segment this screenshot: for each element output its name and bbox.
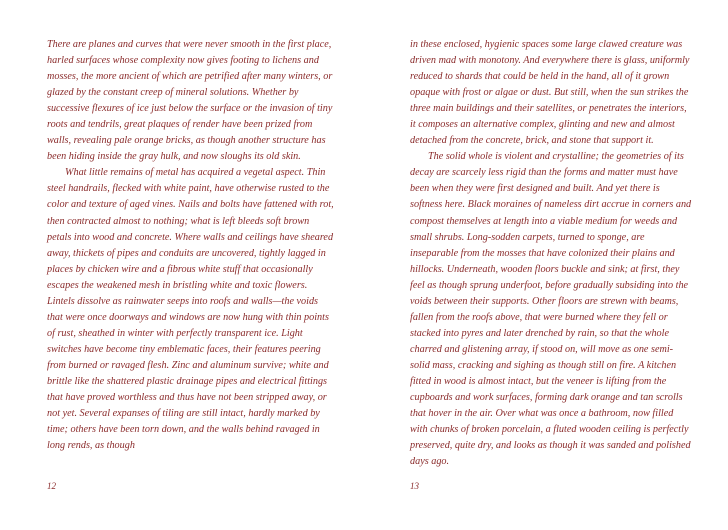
right-page bbox=[410, 37, 692, 470]
right-page-number: 13 bbox=[410, 481, 419, 491]
left-page-number: 12 bbox=[47, 481, 56, 491]
right-paragraph-2: The solid whole is violent and crystalline; the geometries of its decay are scarcely less rigid than the forms and matter must have been when they were first designed and built. And yet there is softness here. Black moraines of nameless dirt accrue in corners and compost themselves at length into a viable medium for weeds and small shrubs. Long-sodden carpets, turned to sponge, are inseparable from the mosses that have colonized their plains and hillocks. Underneath, wooden floors buckle and sink; at first, they feel as though sprung underfoot, before gradually subsiding into the voids between their supports. Other floors are strewn with beams, fallen from the roofs above, that were burned where they fell or stacked into pyres and later drenched by rain, so that the whole charred and glistening array, if stood on, will move as one semi-solid mass, cracking and sighing as though still on fire. A kitchen fitted in wood is almost intact, but the veneer is lifting from the cupboards and work surfaces, forming dark orange and tan scrolls that hover in the air. Over what was once a bathroom, now filled with chunks of broken porcelain, a fluted wooden ceiling is perfectly preserved, quite dry, and looks as though it was sanded and polished days ago. bbox=[410, 151, 692, 468]
left-paragraph-1: There are planes and curves that were never smooth in the first place, harled surfaces whose complexity now gives footing to lichens and mosses, the more ancient of which are petrified after many winters, or glazed by the constant creep of mineral solutions. Whether by successive flexures of ice just below the surface or the invasion of tiny roots and tendrils, great plaques of render have been prized from walls, revealing pale orange bricks, as though another structure has been hiding inside the gray hulk, and now sloughs its old skin. bbox=[47, 39, 333, 163]
left-paragraph-2: What little remains of metal has acquired a vegetal aspect. Thin steel handrails, flecked with white paint, have otherwise rusted to the color and texture of aged vines. Nails and bolts have fattened with rot, then contracted almost to nothing; what is left bleeds soft brown petals into wood and concrete. Where walls and ceilings have sheared away, thickets of pipes and conduits are uncovered, tightly lagged in places by chicken wire and a fibrous white stuff that occasionally escapes the weakened mesh in bristling white and toxic flowers. Lintels dissolve as rainwater seeps into roofs and walls—the voids that were once doorways and windows are now hung with thin points of rust, sheathed in winter with perfectly transparent ice. Light switches have become tiny emblematic faces, their features peering from burned or ravaged flesh. Zinc and aluminum survive; white and brittle like the shattered plastic drainage pipes and electrical fittings that have proved worthless and thus have not been stripped away, or not yet. Several expanses of tiling are still intact, hardly marked by time; others have been torn down, and the walls behind ravaged in long rends, as though bbox=[47, 167, 334, 452]
left-page bbox=[47, 37, 335, 454]
right-paragraph-1: in these enclosed, hygienic spaces some large clawed creature was driven mad with monotony. And everywhere there is glass, uniformly reduced to shards that could be held in the hand, all of it grown opaque with frost or algae or dust. But still, when the sun strikes the three main buildings and their satellites, or penetrates the interiors, it composes an alternative complex, glinting and new and almost detached from the concrete, brick, and stone that support it. bbox=[410, 39, 690, 147]
